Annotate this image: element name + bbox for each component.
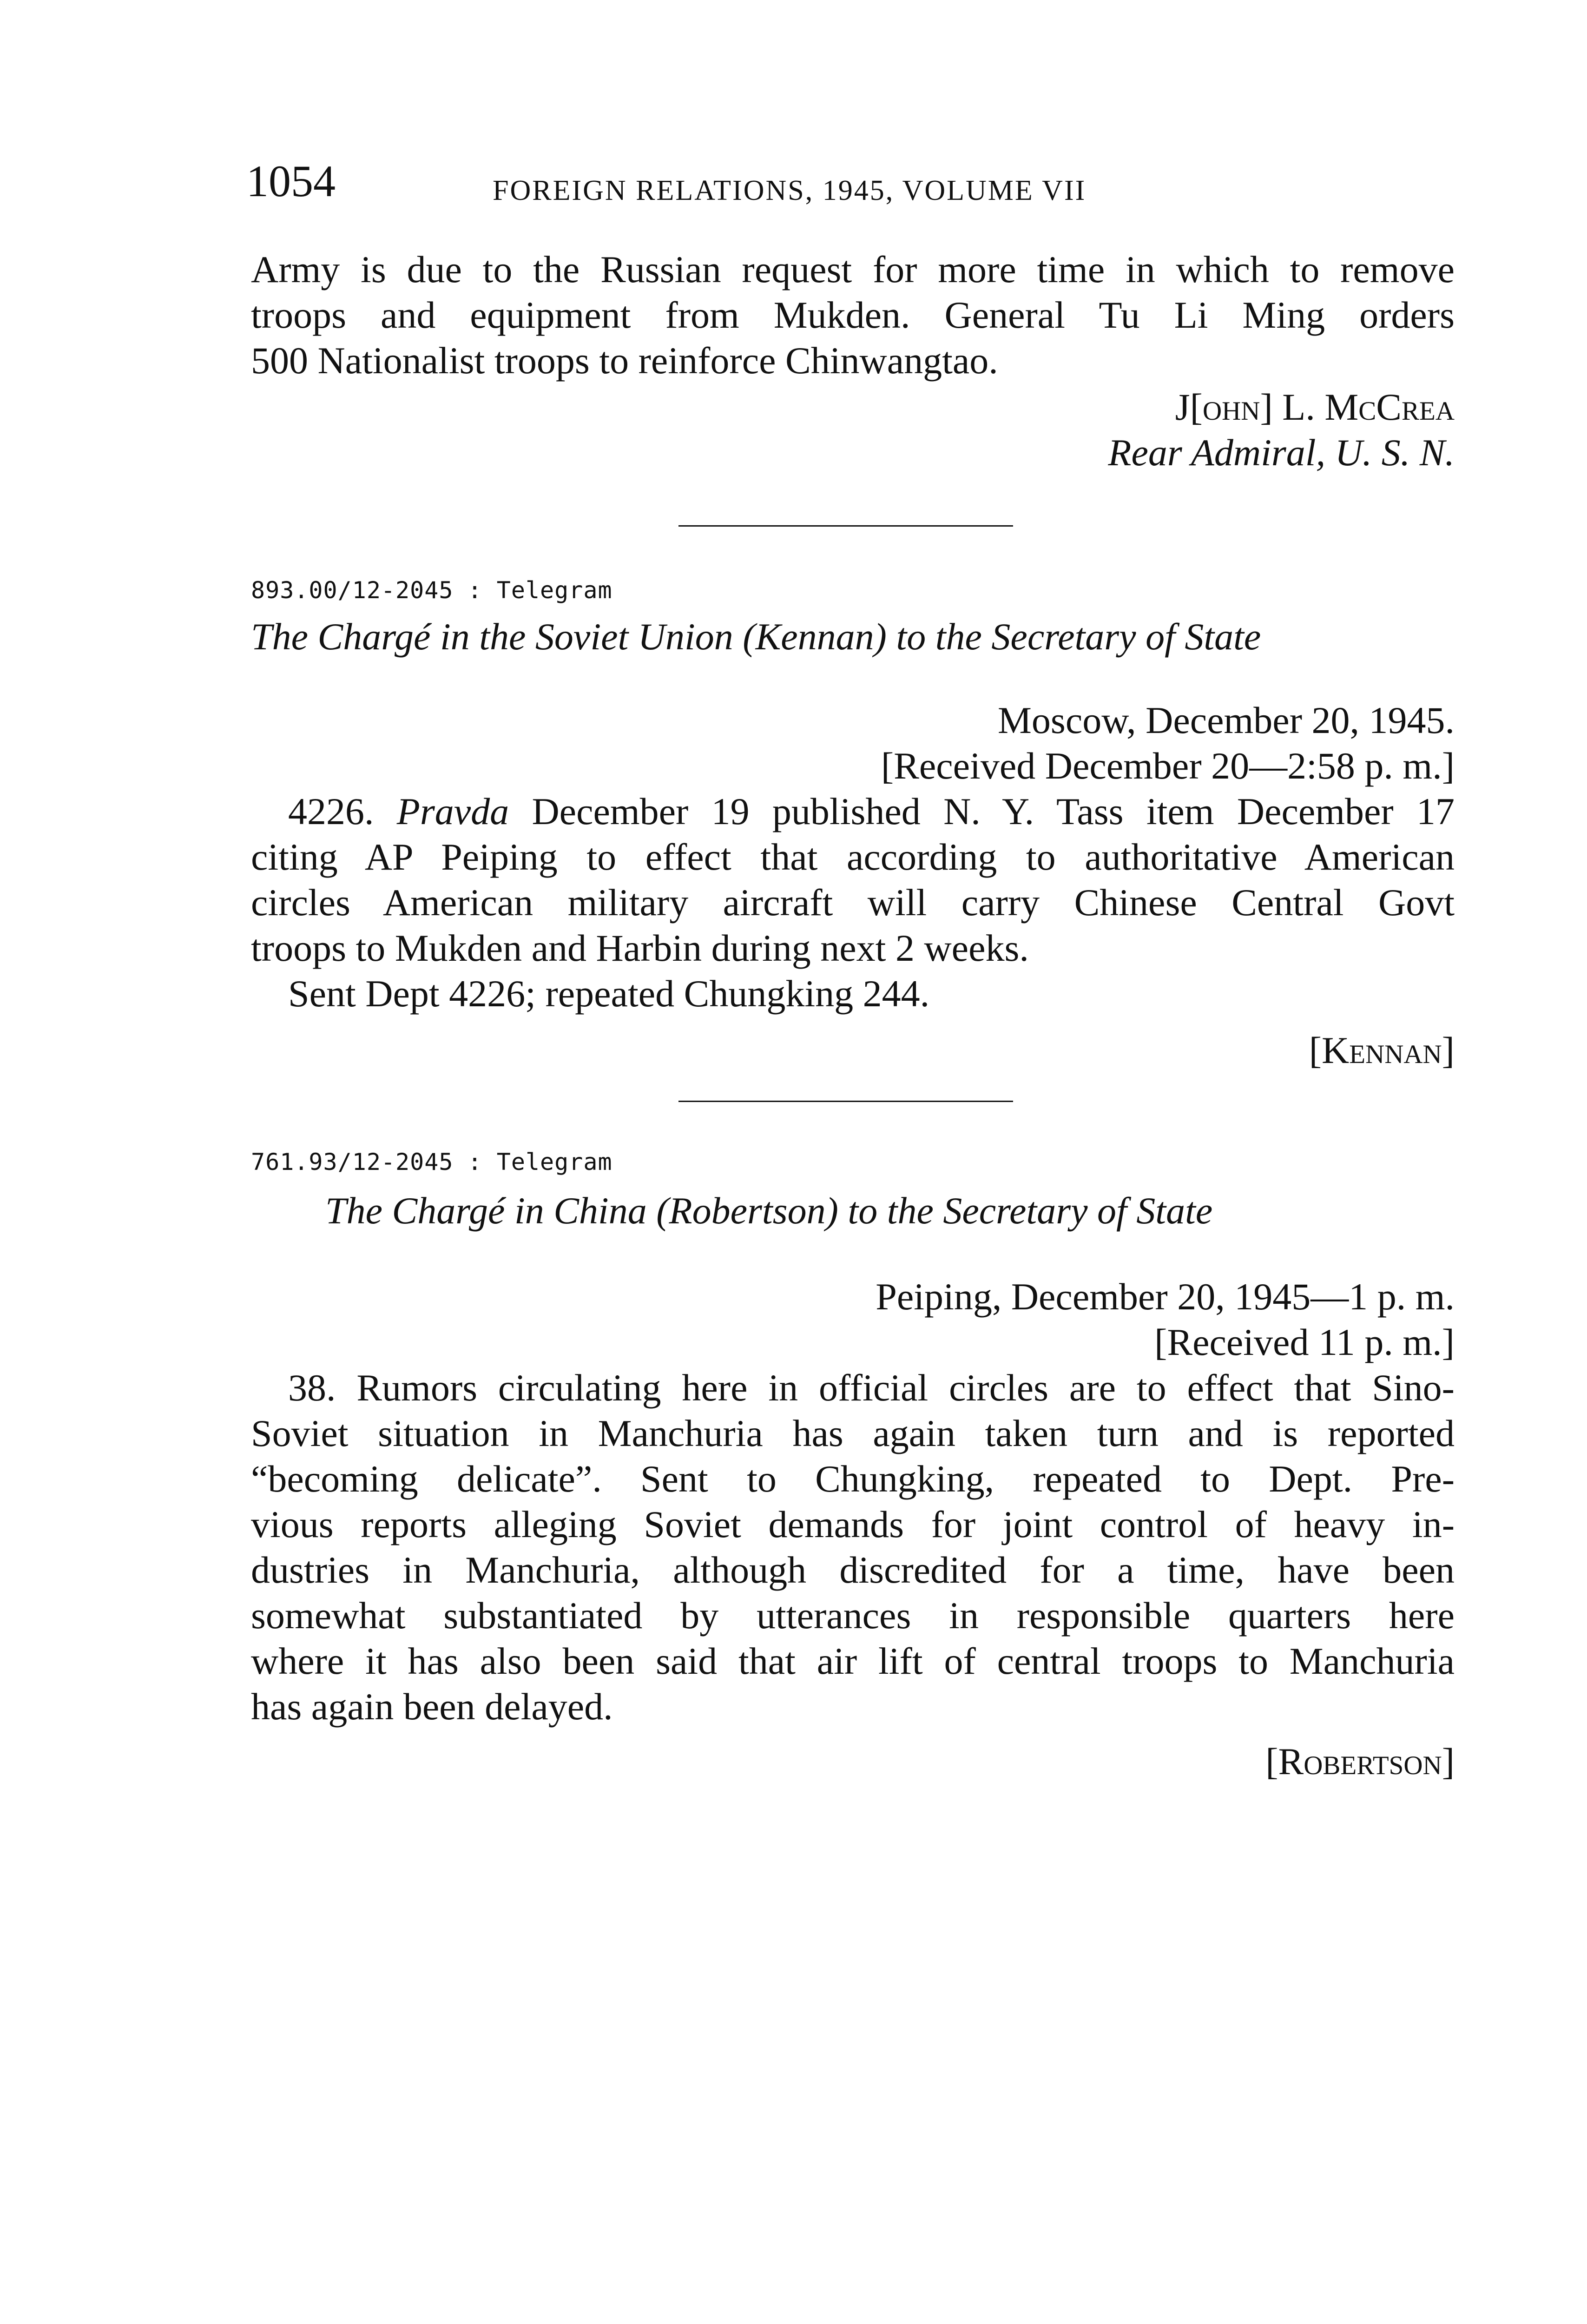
document-title: The Chargé in China (Robertson) to the Secretary of State (325, 1189, 1213, 1232)
body-line: circles American military aircraft will carry Chinese Central Govt (251, 881, 1455, 924)
newspaper-name: Pravda (396, 790, 509, 832)
signature-title: Rear Admiral, U. S. N. (1108, 431, 1455, 474)
received-note: [Received 11 p. m.] (1154, 1321, 1455, 1363)
body-line: dustries in Manchuria, although discredited for a time, have been (251, 1549, 1455, 1591)
file-reference: 893.00/12-2045 : Telegram (251, 577, 612, 604)
body-line: vious reports alleging Soviet demands for joint control of heavy in- (251, 1503, 1455, 1545)
signature-name: J[ohn] L. McCrea (1175, 386, 1455, 428)
body-line: troops and equipment from Mukden. General Tu Li Ming orders (251, 294, 1455, 336)
body-text: December 19 published N. Y. Tass item December 17 (532, 790, 1455, 832)
body-line: somewhat substantiated by utterances in responsible quarters here (251, 1594, 1455, 1637)
body-line (288, 788, 1455, 835)
body-line: has again been delayed. (251, 1685, 613, 1728)
body-line: Soviet situation in Manchuria has again taken turn and is reported (251, 1412, 1455, 1454)
place-date: Moscow, December 20, 1945. (998, 699, 1455, 741)
body-line: “becoming delicate”. Sent to Chungking, repeated to Dept. Pre- (251, 1458, 1455, 1500)
message-number: 4226. (288, 790, 374, 832)
body-line: Army is due to the Russian request for more time in which to remove (251, 248, 1455, 290)
body-line: troops to Mukden and Harbin during next 2 weeks. (251, 927, 1029, 969)
section-divider (678, 1101, 1013, 1102)
body-line: 500 Nationalist troops to reinforce Chinwangtao. (251, 339, 998, 382)
body-line: Sent Dept 4226; repeated Chungking 244. (288, 972, 930, 1015)
signature: [Kennan] (1309, 1029, 1455, 1071)
body-line: citing AP Peiping to effect that according to authoritative American (251, 836, 1455, 878)
signature: [Robertson] (1265, 1740, 1455, 1783)
body-line: where it has also been said that air lift of central troops to Manchuria (251, 1640, 1455, 1682)
place-date: Peiping, December 20, 1945—1 p. m. (876, 1275, 1455, 1318)
received-note: [Received December 20—2:58 p. m.] (881, 745, 1455, 787)
file-reference: 761.93/12-2045 : Telegram (251, 1149, 612, 1175)
body-line: 38. Rumors circulating here in official circles are to effect that Sino- (288, 1367, 1455, 1409)
page-number: 1054 (246, 156, 336, 206)
document-title: The Chargé in the Soviet Union (Kennan) to the Secretary of State (251, 615, 1261, 658)
section-divider (678, 525, 1013, 527)
running-head: FOREIGN RELATIONS, 1945, VOLUME VII (493, 175, 1087, 206)
